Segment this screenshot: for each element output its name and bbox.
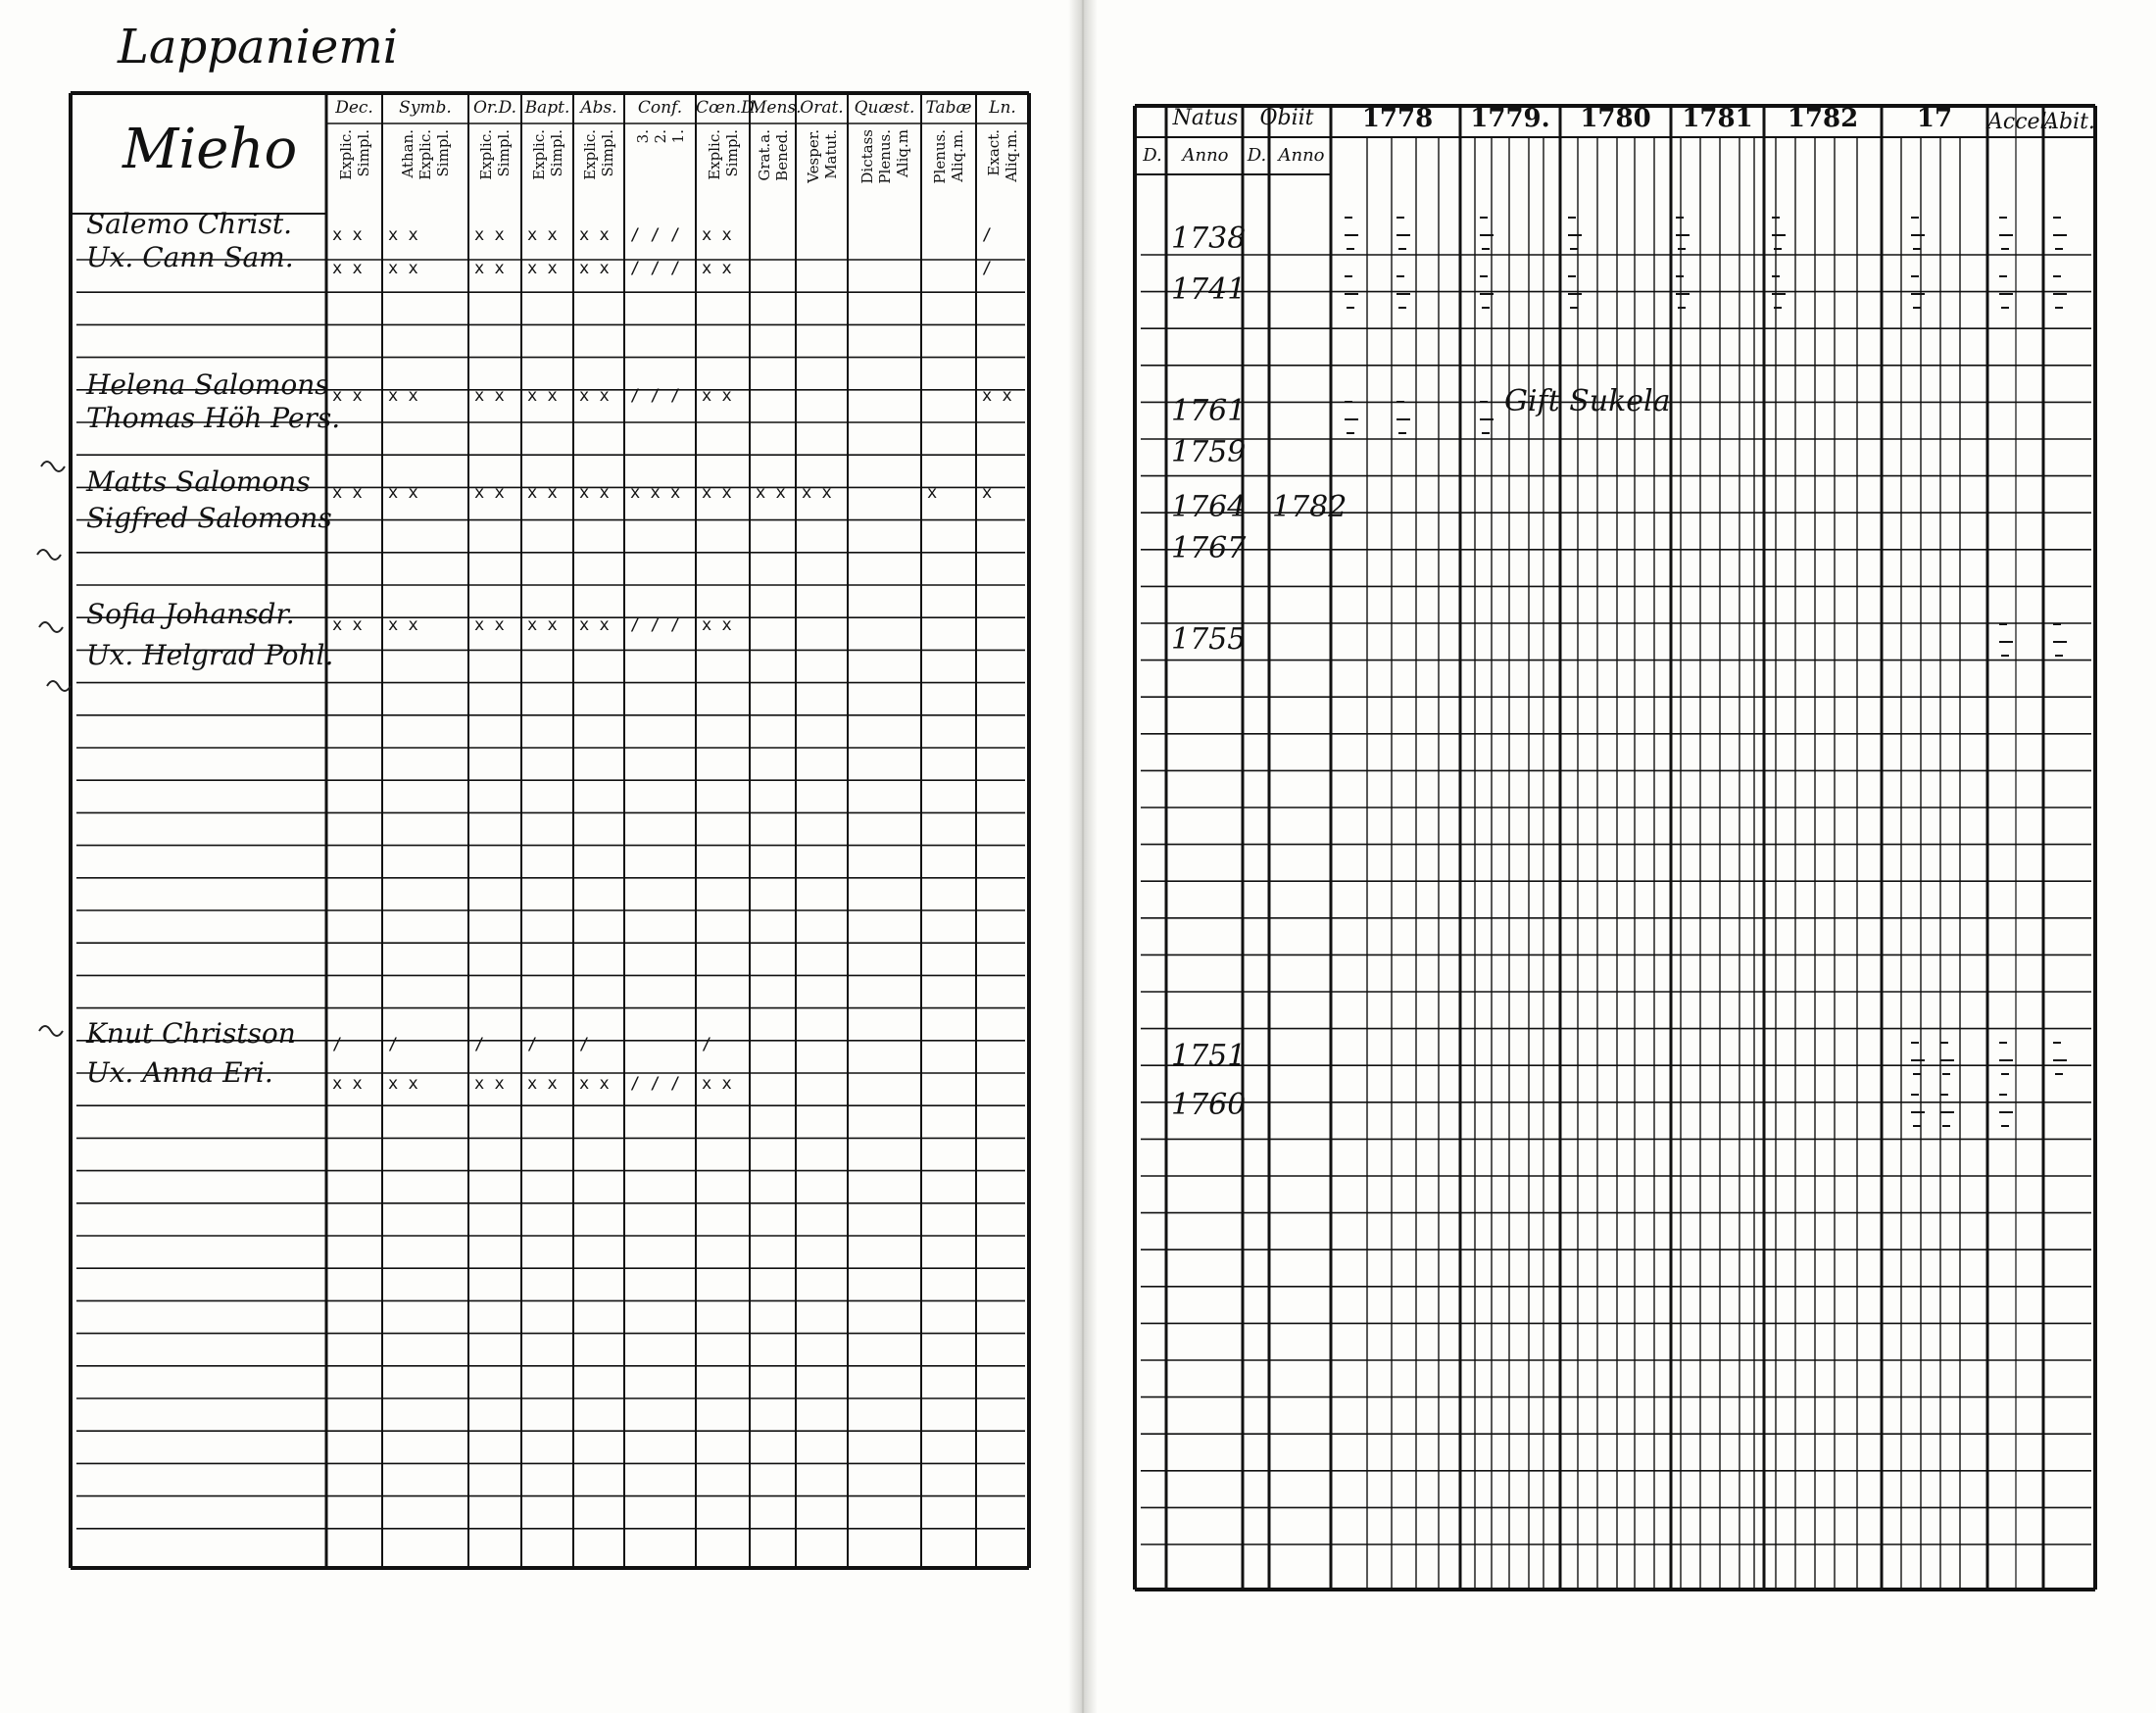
tally-mark (1999, 1095, 2013, 1126)
mark-entry: x x (388, 615, 418, 635)
mark-entry: / / / (630, 259, 681, 278)
column-subheader: Aliq.m. (949, 129, 966, 182)
name-entry: Ux. Helgrad Pohl. (86, 639, 334, 671)
obiit-header: Obiit (1259, 106, 1314, 130)
natus-year-entry: 1738 (1171, 221, 1247, 256)
name-entry: Ux. Cann Sam. (86, 241, 294, 273)
column-subheader: Athan. (399, 129, 416, 178)
name-entry: Matts Salomons (86, 465, 311, 498)
mark-entry: x x (702, 483, 732, 503)
mark-entry: x x (527, 386, 558, 406)
tally-mark (1676, 218, 1690, 249)
column-subheader: Explic. (581, 129, 599, 180)
column-subheader: Aliq.m (893, 129, 911, 178)
tally-mark (1396, 402, 1410, 433)
mark-entry: x x (332, 259, 363, 278)
tally-mark (1396, 218, 1410, 249)
mark-entry: x x (474, 386, 505, 406)
natus-year-entry: 1759 (1171, 435, 1247, 469)
mark-entry: x x (579, 1074, 610, 1094)
mark-entry: / / / (630, 225, 681, 245)
mark-entry: x x (702, 386, 732, 406)
mark-entry: / (982, 225, 993, 245)
name-entry: Sofia Johansdr. (86, 598, 295, 630)
mark-entry: / (702, 1035, 712, 1054)
tally-mark (1911, 218, 1925, 249)
tally-mark (1940, 1043, 1954, 1074)
mark-entry: x x (527, 1074, 558, 1094)
column-subheader: Explic. (336, 129, 355, 180)
tally-mark (1911, 1095, 1925, 1126)
mark-entry: x x (756, 483, 786, 503)
name-entry: Sigfred Salomons (86, 502, 332, 534)
obiit-day-subheader: D. (1247, 145, 1267, 166)
mark-entry: x x (332, 483, 363, 503)
mark-entry: / (982, 259, 993, 278)
natus-year-entry: 1760 (1171, 1088, 1247, 1122)
tally-mark (2053, 218, 2067, 249)
natus-year-entry: 1761 (1171, 394, 1247, 428)
obiit-year-subheader: Anno (1278, 145, 1325, 166)
tally-mark (2053, 624, 2067, 656)
tally-mark (1940, 1095, 1954, 1126)
year-header: 1782 (1787, 104, 1859, 133)
mark-entry: x x x (630, 483, 681, 503)
entry-note: Gift Sukela (1504, 384, 1671, 418)
year-header: 1778 (1361, 104, 1434, 133)
margin-annotation (39, 622, 63, 632)
tally-mark (1911, 1043, 1925, 1074)
column-header-10: Tabæ (925, 98, 972, 118)
column-subheader: Simpl. (547, 129, 565, 177)
accel-header: Accel. (1987, 110, 2054, 134)
column-subheader: Aliq.m. (1003, 129, 1020, 182)
column-subheader: Simpl. (599, 129, 616, 177)
column-subheader: Simpl. (495, 129, 513, 177)
mark-entry: x x (579, 225, 610, 245)
mark-entry: x x (388, 225, 418, 245)
tally-mark (1999, 624, 2013, 656)
year-header: 17 (1916, 104, 1953, 133)
mark-entry: x x (982, 386, 1012, 406)
column-subheader: Bened. (772, 129, 791, 181)
natus-year-subheader: Anno (1182, 145, 1229, 166)
margin-annotation (37, 550, 61, 560)
natus-year-entry: 1764 (1171, 490, 1247, 524)
mark-entry: x x (474, 483, 505, 503)
column-subheader: 2. (651, 129, 669, 144)
mark-entry: x (982, 483, 993, 503)
natus-header: Natus (1172, 106, 1239, 130)
column-header-11: Ln. (989, 98, 1016, 118)
mark-entry: x x (579, 386, 610, 406)
obiit-year-entry: 1782 (1272, 490, 1348, 524)
mark-entry: x x (802, 483, 832, 503)
mark-entry: / / / (630, 615, 681, 635)
mark-entry: / (527, 1035, 538, 1054)
column-subheader: 1. (668, 129, 687, 144)
column-subheader: Plenus. (931, 129, 949, 184)
column-header-2: Or.D. (472, 98, 517, 118)
mark-entry: x x (474, 259, 505, 278)
name-entry: Salemo Christ. (86, 208, 293, 240)
column-subheader: Simpl. (434, 129, 452, 177)
mark-entry: x x (332, 386, 363, 406)
column-header-1: Symb. (399, 98, 452, 118)
column-subheader: Simpl. (354, 129, 372, 177)
mark-entry: / (332, 1035, 343, 1054)
name-entry: Thomas Höh Pers. (86, 402, 341, 434)
mark-entry: / / / (630, 386, 681, 406)
name-column-header: Mieho (122, 118, 298, 181)
name-entry: Helena Salomons (86, 368, 329, 401)
mark-entry: x x (474, 615, 505, 635)
natus-year-entry: 1767 (1171, 531, 1247, 565)
mark-entry: x x (388, 386, 418, 406)
mark-entry: x x (388, 1074, 418, 1094)
mark-entry: x x (702, 615, 732, 635)
tally-mark (1772, 218, 1786, 249)
mark-entry: x x (527, 225, 558, 245)
column-header-6: Cœn.D. (696, 98, 760, 118)
column-subheader: Explic. (705, 129, 723, 180)
mark-entry: x x (579, 615, 610, 635)
year-header: 1779. (1470, 104, 1550, 133)
mark-entry: / / / (630, 1074, 681, 1094)
natus-year-entry: 1741 (1171, 272, 1247, 307)
mark-entry: x x (702, 1074, 732, 1094)
mark-entry: x x (527, 483, 558, 503)
column-subheader: Vesper. (804, 129, 822, 183)
margin-annotation (41, 462, 65, 471)
column-header-7: Mens. (750, 98, 802, 118)
tally-mark (1999, 218, 2013, 249)
mark-entry: x x (702, 259, 732, 278)
mark-entry: x x (579, 259, 610, 278)
column-subheader: Simpl. (722, 129, 741, 177)
mark-entry: x x (332, 225, 363, 245)
margin-annotation (39, 1026, 63, 1036)
mark-entry: x x (527, 259, 558, 278)
column-subheader: Exact. (985, 129, 1003, 176)
tally-mark (1345, 218, 1358, 249)
column-subheader: Matut. (821, 129, 840, 179)
year-header: 1781 (1682, 104, 1753, 133)
mark-entry: / (474, 1035, 485, 1054)
column-header-0: Dec. (335, 98, 373, 118)
column-header-8: Orat. (800, 98, 844, 118)
column-subheader: Plenus. (875, 129, 894, 184)
column-subheader: 3. (633, 129, 652, 144)
page-title: Lappaniemi (118, 20, 399, 74)
tally-mark (1345, 402, 1358, 433)
mark-entry: x x (527, 615, 558, 635)
margin-annotation (47, 681, 71, 691)
mark-entry: x (927, 483, 938, 503)
column-header-3: Bapt. (524, 98, 570, 118)
column-subheader: Explic. (416, 129, 434, 180)
column-header-5: Conf. (637, 98, 683, 118)
natus-year-entry: 1755 (1171, 622, 1247, 657)
name-entry: Ux. Anna Eri. (86, 1056, 273, 1089)
column-subheader: Dictass (858, 129, 876, 184)
name-entry: Knut Christson (86, 1017, 296, 1050)
tally-mark (2053, 1043, 2067, 1074)
mark-entry: x x (388, 259, 418, 278)
mark-entry: x x (332, 615, 363, 635)
tally-mark (1999, 1043, 2013, 1074)
column-header-9: Quæst. (854, 98, 915, 118)
mark-entry: x x (579, 483, 610, 503)
natus-day-subheader: D. (1143, 145, 1162, 166)
column-subheader: Explic. (477, 129, 495, 180)
mark-entry: x x (388, 483, 418, 503)
abit-header: Abit. (2043, 110, 2095, 134)
mark-entry: x x (702, 225, 732, 245)
column-header-4: Abs. (580, 98, 617, 118)
mark-entry: / (579, 1035, 590, 1054)
mark-entry: / (388, 1035, 399, 1054)
mark-entry: x x (474, 225, 505, 245)
tally-mark (1568, 218, 1582, 249)
natus-year-entry: 1751 (1171, 1039, 1247, 1073)
year-header: 1780 (1580, 104, 1651, 133)
column-subheader: Grat.a. (755, 129, 773, 181)
mark-entry: x x (332, 1074, 363, 1094)
column-subheader: Explic. (529, 129, 548, 180)
mark-entry: x x (474, 1074, 505, 1094)
